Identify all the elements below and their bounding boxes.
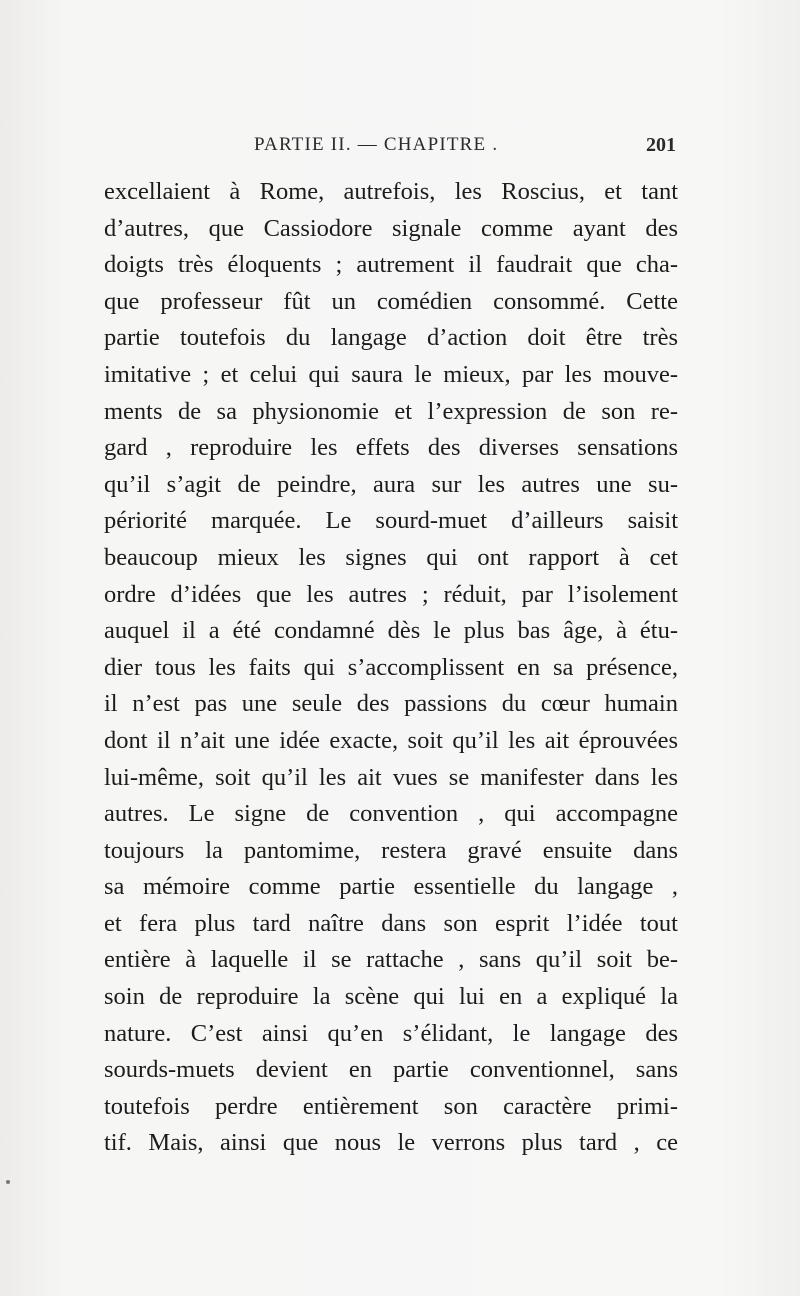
text-line: imitative ; et celui qui saura le mieux, par les mouve- [104,360,678,388]
text-line: périorité marquée. Le sourd-muet d’ailleurs saisit [104,507,678,535]
running-header [104,134,676,164]
running-title: PARTIE II. — CHAPITRE . [254,134,499,155]
text-line: ordre d’idées que les autres ; réduit, par l’isolement [104,580,678,608]
text-line: entière à laquelle il se rattache , sans qu’il soit be- [104,946,678,974]
text-line: nature. C’est ainsi qu’en s’élidant, le langage des [104,1019,678,1047]
body-text [104,174,678,1162]
text-line: toujours la pantomime, restera gravé ensuite dans [104,836,678,864]
text-line: autres. Le signe de convention , qui accompagne [104,800,678,828]
text-line: dier tous les faits qui s’accomplissent en sa présence, [104,653,678,681]
text-line: auquel il a été condamné dès le plus bas âge, à étu- [104,617,678,645]
text-line: sa mémoire comme partie essentielle du langage , [104,873,678,901]
page-number: 201 [646,134,676,156]
text-line: dont il n’ait une idée exacte, soit qu’il les ait éprouvées [104,726,678,754]
text-line: ments de sa physionomie et l’expression de son re- [104,397,678,425]
text-line: doigts très éloquents ; autrement il faudrait que cha- [104,251,678,279]
text-line: excellaient à Rome, autrefois, les Roscius, et tant [104,178,678,205]
text-line: lui-même, soit qu’il les ait vues se manifester dans les [104,763,678,791]
text-line: partie toutefois du langage d’action doit être très [104,324,678,352]
paper-speck [6,1180,10,1184]
text-line: soin de reproduire la scène qui lui en a expliqué la [104,983,678,1011]
text-line: beaucoup mieux les signes qui ont rapport à cet [104,543,678,571]
text-line: toutefois perdre entièrement son caractère primi- [104,1092,678,1120]
text-line: qu’il s’agit de peindre, aura sur les autres une su- [104,470,678,498]
text-line: que professeur fût un comédien consommé. Cette [104,287,678,315]
text-line: et fera plus tard naître dans son esprit l’idée tout [104,909,678,937]
text-line: gard , reproduire les effets des diverses sensations [104,434,678,462]
text-line: sourds-muets devient en partie conventionnel, sans [104,1056,678,1084]
text-line: d’autres, que Cassiodore signale comme ayant des [104,214,678,242]
text-line: tif. Mais, ainsi que nous le verrons plus tard , ce [104,1129,678,1157]
text-line: il n’est pas une seule des passions du cœur humain [104,690,678,718]
